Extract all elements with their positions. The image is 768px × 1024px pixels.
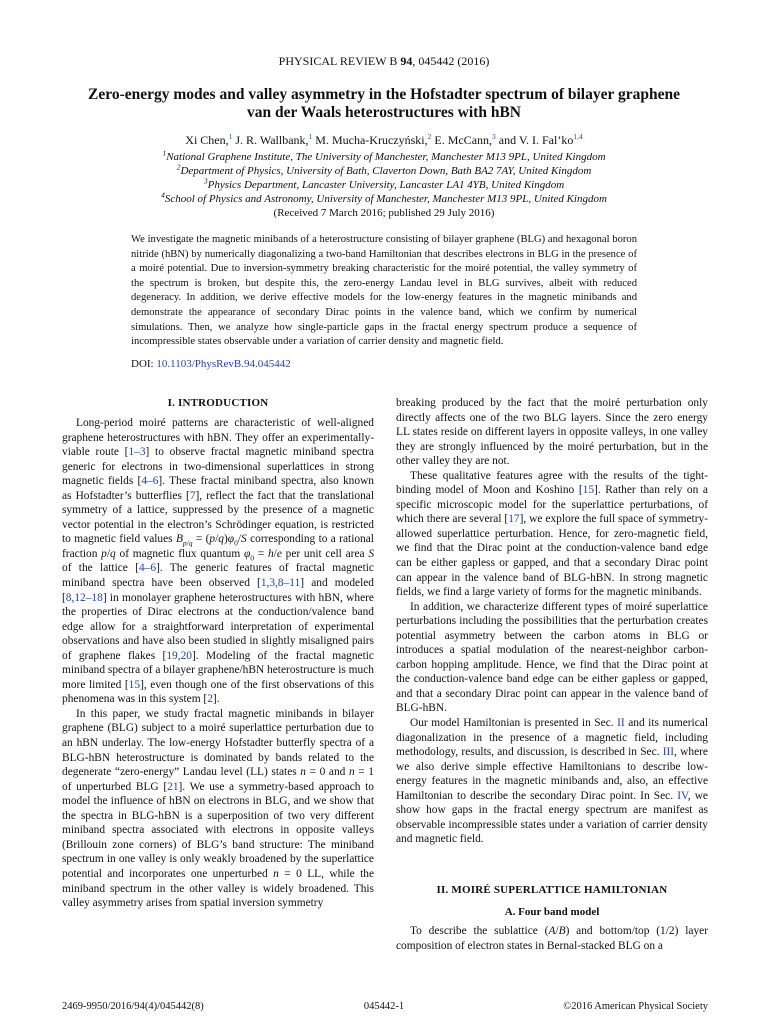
right-column-text-continued: To describe the sublattice (A/B) and bottom/top (1/2) layer composition of electron states in Bernal-stacked BLG on a (396, 925, 708, 952)
section-heading: II. MOIRÉ SUPERLATTICE HAMILTONIAN (436, 884, 668, 896)
footer-copyright: ©2016 American Physical Society (563, 1001, 708, 1012)
left-column-text: Long-period moiré patterns are characteristic of well-aligned graphene heterostructures with hBN. They offer an experimentally-viable route [1–3] to observe fractal magnetic miniband spectra generic for electrons in two-dimensional superlattices in strong magnetic fields [4–6]. These fractal miniband spectra, also known as Hofstadter’s butterflies [7], reflect the fact that the translational symmetry of a lattice, suppressed by the presence of a magnetic vector potential in the electron’s Schrödinger equation, is restricted to magnetic field values $B_{p/q} = (p/q)\varphi_0/S$ corresponding to a rational fraction p/q of magnetic flux quantum $\varphi_0 = h/e$ per unit cell area S of the lattice [4–6]. The generic features of fractal magnetic miniband spectra have been observed [1,3,8–11] and modeled [8,12–18] in monolayer graphene heterostructures with hBN, where the properties of Dirac electrons at the conduction/valence band edge allow for a straightforward interpretation of experimental observations and have also been studied in slightly misaligned pairs of graphene flakes [19,20]. Modeling of the fractal magnetic miniband spectra of a bilayer graphene/hBN heterostructure is much more limited [15], even though one of the first observations of this phenomena was in this system [2]. In this paper, we study fractal magnetic minibands in bilayer graphene (BLG) subject to a moiré superlattice perturbation due to an hBN underlay. The low-energy Hofstadter butterfly spectra of a BLG-hBN heterostructure is dominated by bands related to the degenerate “zero-energy” Landau level (LL) states n = 0 and n = 1 of unperturbed BLG [21]. We use a symmetry-based approach to model the influence of hBN on electrons in BLG, and we show that the spectra in BLG-hBN is a superposition of two very different miniband spectra associated with electrons in opposite valleys (Brillouin zone corners) of BLG’s band structure: The miniband spectrum in one valley is only weakly broadened by the superlattice potential and incorporates one unperturbed n = 0 LL, while the miniband spectrum in the other valley is widely broadened. This valley asymmetry arises from spatial inversion symmetry (62, 417, 375, 910)
affiliation: $^2$Department of Physics, University of Bath, Claverton Down, Bath BA2 7AY, United Kingdom (176, 162, 592, 177)
section-heading: I. INTRODUCTION (167, 397, 269, 409)
doi-line: DOI: 10.1103/PhysRevB.94.045442 (131, 358, 291, 370)
paper-title (60, 86, 708, 122)
affiliation: $^3$Physics Department, Lancaster University, Lancaster LA1 4YB, United Kingdom (203, 176, 565, 191)
title-line-2: van der Waals heterostructures with hBN (247, 104, 521, 121)
author: E. McCann,$^3$ (434, 132, 496, 147)
author-list (0, 133, 768, 148)
affiliation: $^1$National Graphene Institute, The University of Manchester, Manchester M13 9PL, United Kingdom (162, 148, 606, 163)
subsection-heading: A. Four band model (504, 906, 600, 918)
author: M. Mucha-Kruczyński,$^2$ (315, 132, 432, 147)
right-column-text: breaking produced by the fact that the moiré perturbation only directly affects one of the two BLG layers. Since the zero energy LL states reside on different layers in opposite valleys, in one valley they are strongly influenced by the moiré perturbation, but in the other valley they are not. These qualitative features agree with the results of the tight-binding model of Moon and Koshino [15]. Rather than rely on a specific microscopic model for the superlattice perturbations, of which there are several [17], we explore the full space of symmetry-allowed superlattice perturbation. Hence, for zero-magnetic field, we find that the Dirac point at the conduction-valence band edge can be either gapless or gapped, and that a secondary Dirac point can appear in the valence band of BLG-hBN. In strong magnetic fields, we find a large variety of forms for the magnetic minibands. In addition, we characterize different types of moiré superlattice perturbations including the possibilities that the perturbation creates potential asymmetry between the carbon atoms in BLG or introduces a spatial modulation of the nearest-neighbor carbon-carbon hopping amplitude. Hence, we find that the Dirac point at the conduction-valence band edge can be either gapless or gapped, and that a secondary Dirac point can appear in the valence band of BLG-hBN. Our model Hamiltonian is presented in Sec. II and its numerical diagonalization in the presence of a magnetic field, including methodology, results, and discussion, is described in Sec. III, where we also derive simple effective Hamiltonians to describe low-energy features in the magnetic minibands and, also, an effective Hamiltonian to describe the secondary Dirac point. In Sec. IV, we show how gaps in the fractal energy spectrum are manifest as observable incompressible states under a variation of carrier density and magnetic field. (396, 397, 708, 846)
doi-link[interactable]: 10.1103/PhysRevB.94.045442 (156, 358, 291, 370)
footer-issn: 2469-9950/2016/94(4)/045442(8) (62, 1001, 204, 1012)
journal-header: PHYSICAL REVIEW B 94, 045442 (2016) (278, 54, 490, 68)
affiliation: $^4$School of Physics and Astronomy, University of Manchester, Manchester M13 9PL, United Kingdom (161, 190, 607, 205)
title-line-1: Zero-energy modes and valley asymmetry in the Hofstadter spectrum of bilayer graphene (88, 86, 680, 103)
author: Xi Chen,$^1$ (185, 132, 233, 147)
abstract: We investigate the magnetic minibands of a heterostructure consisting of bilayer graphene (BLG) and hexagonal boron nitride (hBN) by numerically diagonalizing a two-band Hamiltonian that describes electrons in BLG in the presence of a moiré potential. Due to inversion-symmetry breaking characteristic for the moiré potential, the valley symmetry of the spectrum is broken, but despite this, the zero-energy Landau level in BLG survives, albeit with reduced degeneracy. In addition, we derive effective models for the low-energy features in the magnetic minibands and demonstrate the appearance of secondary Dirac points in the valence band, which we confirm by numerical simulations. Then, we analyze how single-particle gaps in the fractal energy spectrum produce a sequence of incompressible states observable under a variation of carrier density and magnetic field. (131, 234, 637, 348)
received-date: (Received 7 March 2016; published 29 July 2016) (273, 207, 495, 219)
footer-page-number: 045442-1 (363, 1001, 405, 1012)
author: and V. I. Fal’ko$^{1,4}$ (498, 132, 583, 147)
author: J. R. Wallbank,$^1$ (235, 132, 313, 147)
